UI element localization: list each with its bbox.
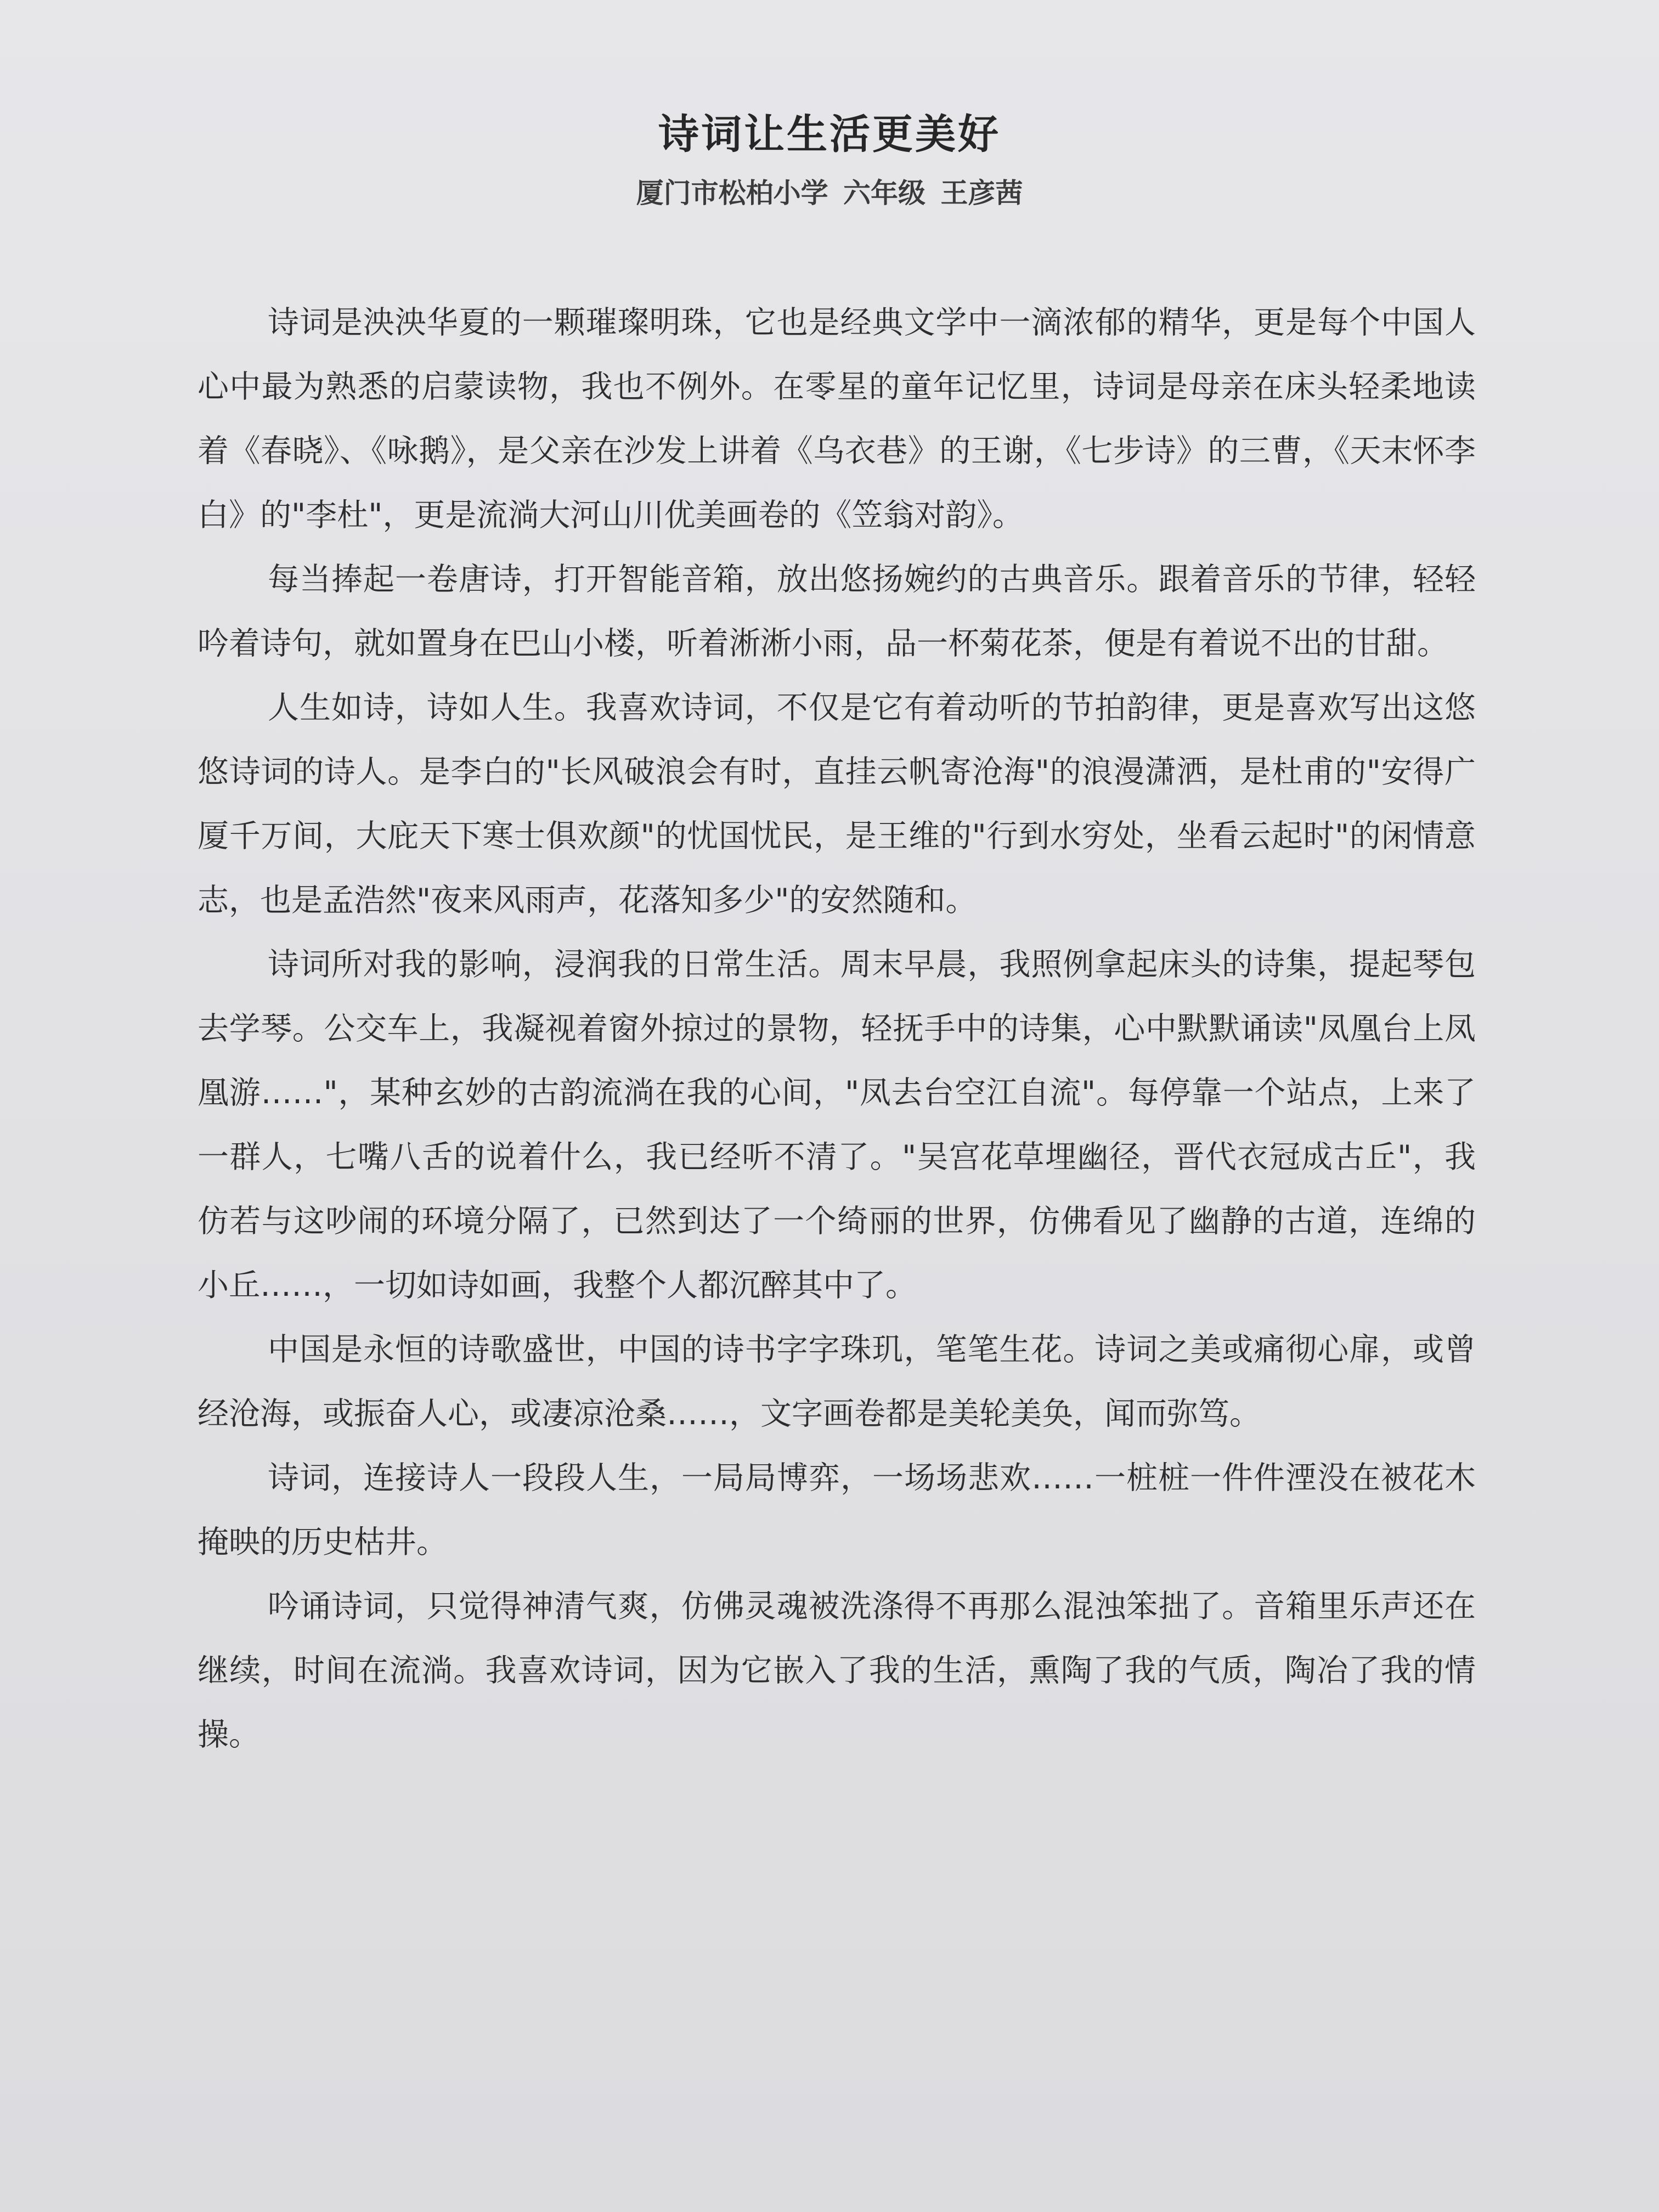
paragraph-1: 诗词是泱泱华夏的一颗璀璨明珠，它也是经典文学中一滴浓郁的精华，更是每个中国人心中最为熟悉的启蒙读物，我也不例外。在零星的童年记忆里，诗词是母亲在床头轻柔地读着《春晓》、《咏鹅》，是父亲在沙发上讲着《乌衣巷》的王谢，《七步诗》的三曹，《天末怀李白》的"李杜"，更是流淌大河山川优美画卷的《笠翁对韵》。 xyxy=(198,304,1476,533)
paragraph-6: 诗词，连接诗人一段段人生，一局局博弈，一场场悲欢……一桩桩一件件湮没在被花木掩映的历史枯井。 xyxy=(198,1460,1476,1560)
author-byline: 厦门市松柏小学 六年级 王彦茜 xyxy=(636,177,1023,209)
paragraph-4: 诗词所对我的影响，浸润我的日常生活。周末早晨，我照例拿起床头的诗集，提起琴包去学琴。公交车上，我凝视着窗外掠过的景物，轻抚手中的诗集，心中默默诵读"凤凰台上凤凰游……"，某种玄妙的古韵流淌在我的心间，"凤去台空江自流"。每停靠一个站点，上来了一群人，七嘴八舌的说着什么，我已经听不清了。"吴宫花草埋幽径，晋代衣冠成古丘"，我仿若与这吵闹的环境分隔了，已然到达了一个绮丽的世界，仿佛看见了幽静的古道，连绵的小丘……，一切如诗如画，我整个人都沉醉其中了。 xyxy=(198,946,1476,1304)
paragraph-7: 吟诵诗词，只觉得神清气爽，仿佛灵魂被洗涤得不再那么混浊笨拙了。音箱里乐声还在继续，时间在流淌。我喜欢诗词，因为它嵌入了我的生活，熏陶了我的气质，陶冶了我的情操。 xyxy=(198,1588,1476,1753)
document-header xyxy=(0,104,1659,215)
paragraph-5: 中国是永恒的诗歌盛世，中国的诗书字字珠玑，笔笔生花。诗词之美或痛彻心扉，或曾经沧海，或振奋人心，或凄凉沧桑……，文字画卷都是美轮美奂，闻而弥笃。 xyxy=(198,1331,1476,1432)
document-title: 诗词让生活更美好 xyxy=(658,111,1001,158)
paragraph-3: 人生如诗，诗如人生。我喜欢诗词，不仅是它有着动听的节拍韵律，更是喜欢写出这悠悠诗词的诗人。是李白的"长风破浪会有时，直挂云帆寄沧海"的浪漫潇洒，是杜甫的"安得广厦千万间，大庇天下寒士俱欢颜"的忧国忧民，是王维的"行到水穷处，坐看云起时"的闲情意志，也是孟浩然"夜来风雨声，花落知多少"的安然随和。 xyxy=(198,690,1476,918)
document-body xyxy=(198,291,1476,1767)
paragraph-2: 每当捧起一卷唐诗，打开智能音箱，放出悠扬婉约的古典音乐。跟着音乐的节律，轻轻吟着诗句，就如置身在巴山小楼，听着淅淅小雨，品一杯菊花茶，便是有着说不出的甘甜。 xyxy=(198,561,1476,662)
